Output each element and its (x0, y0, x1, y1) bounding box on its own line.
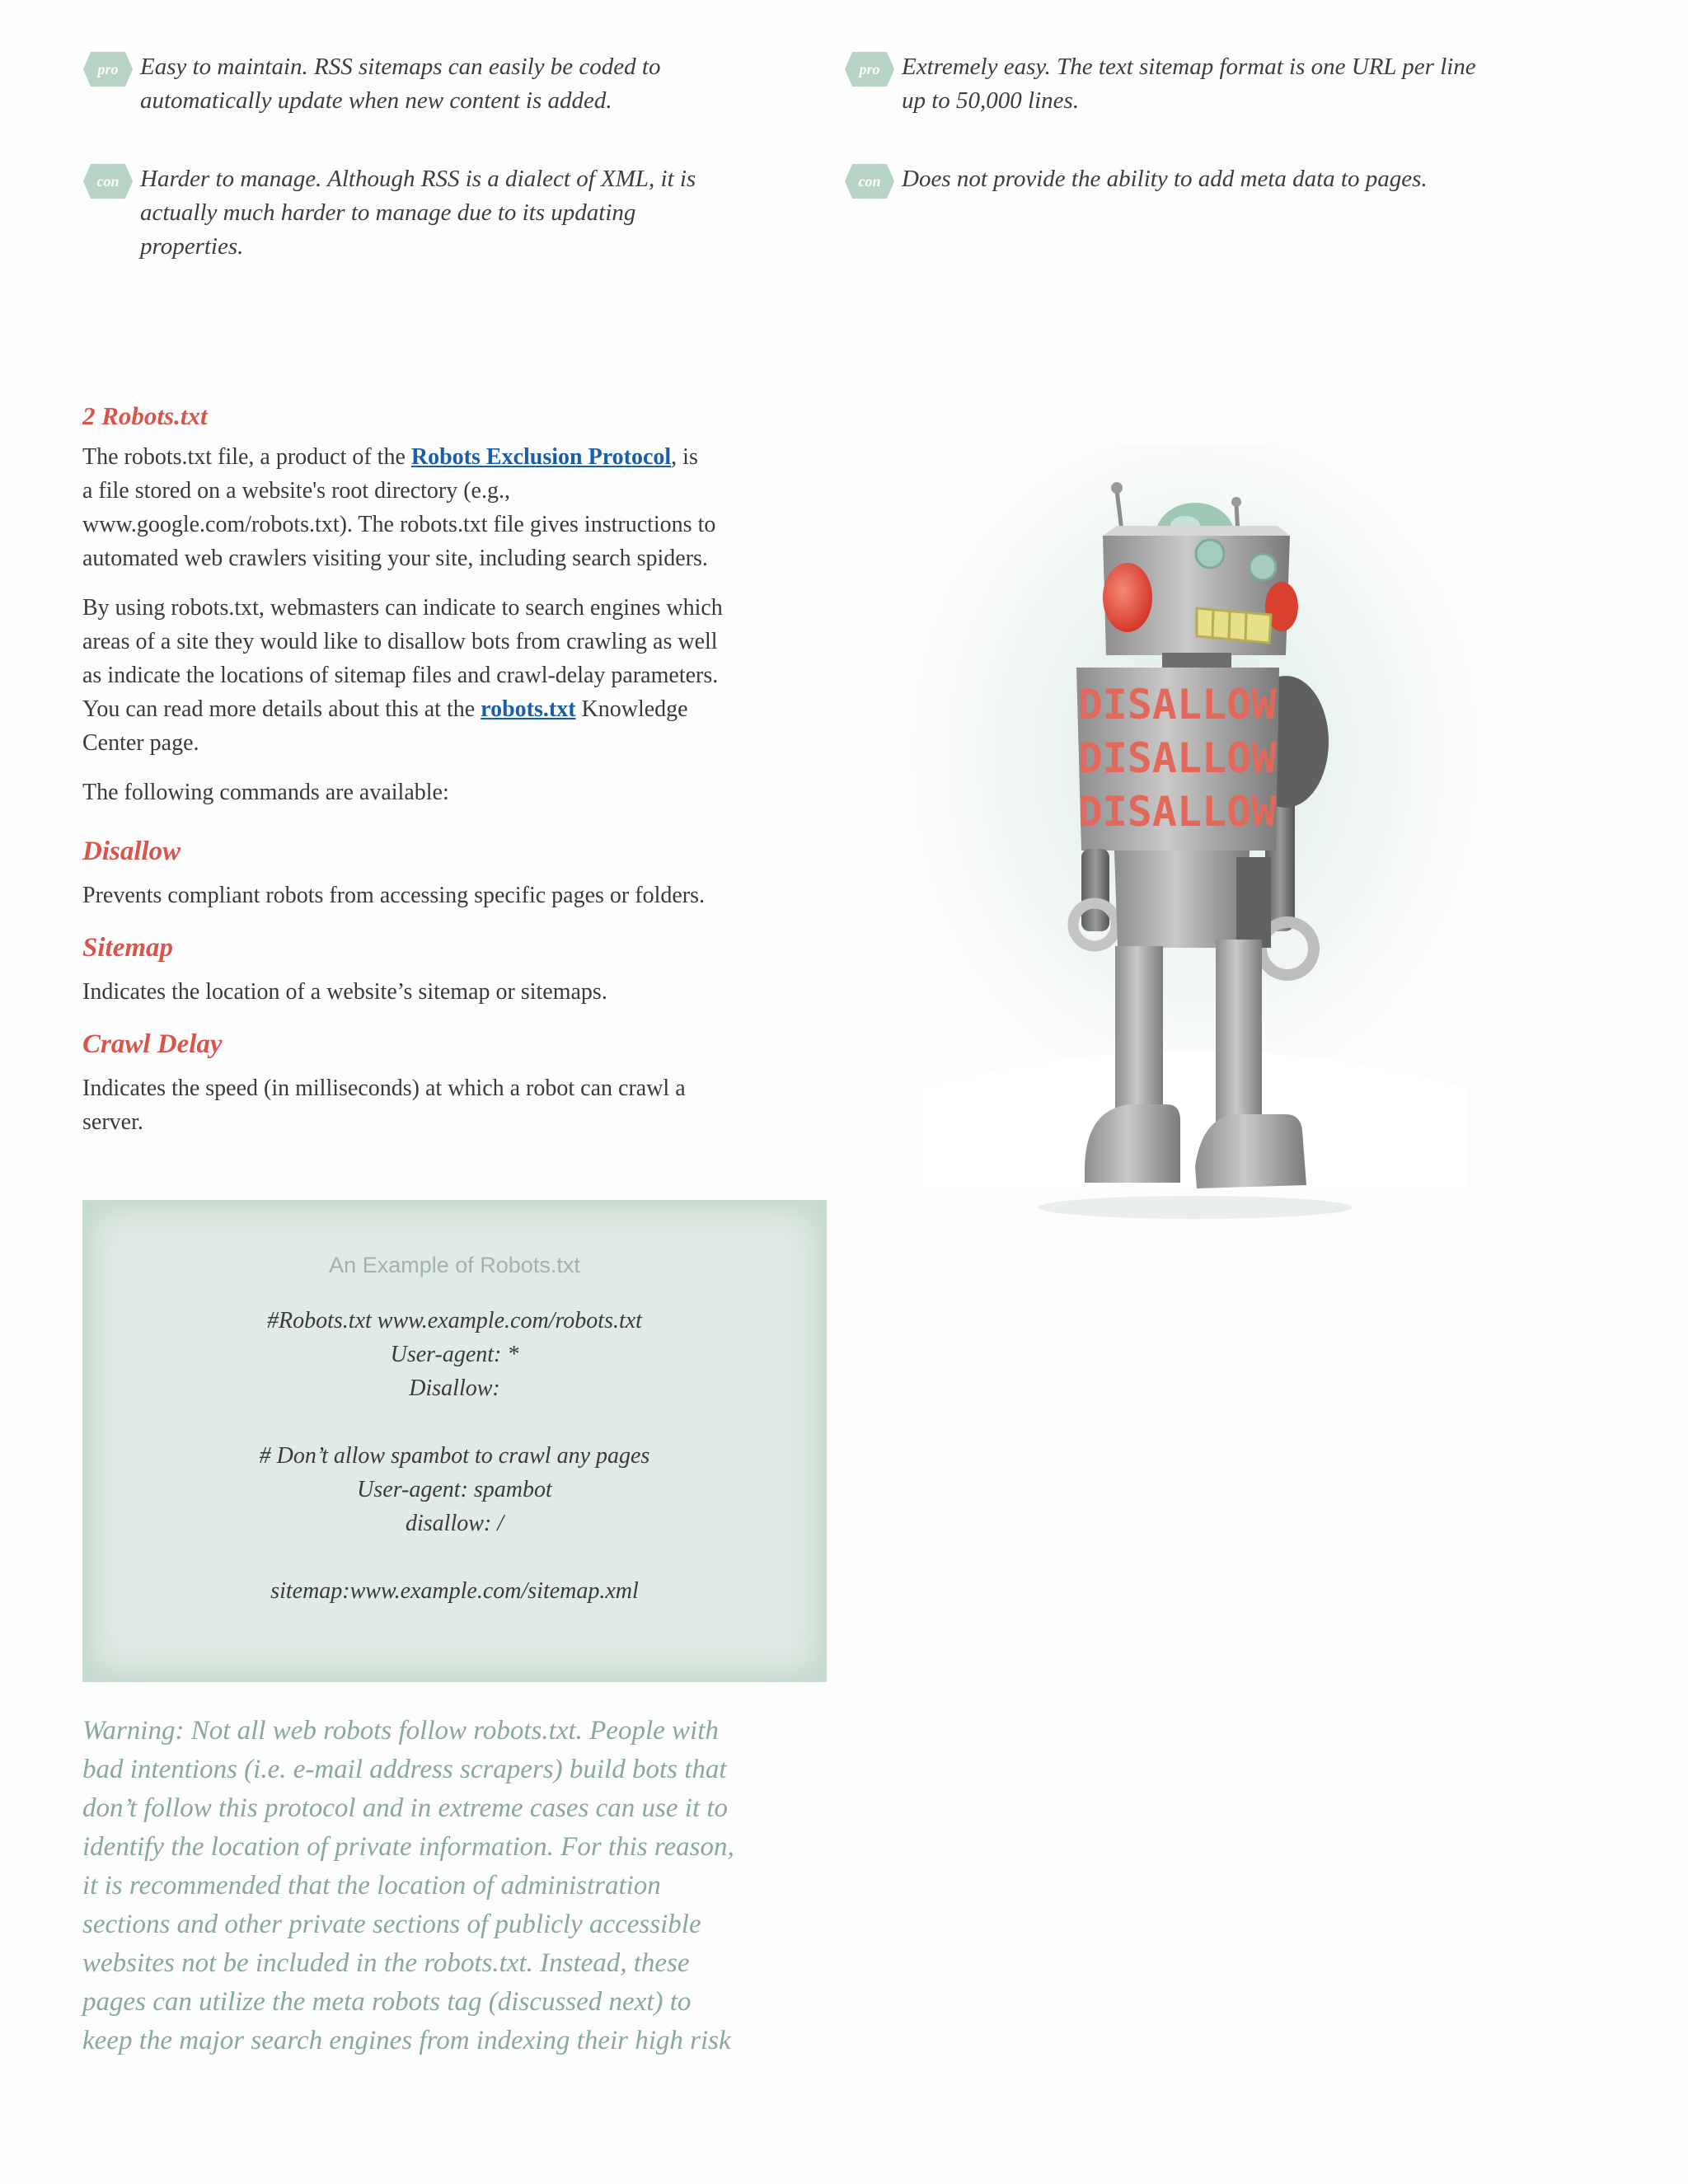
example-line: User-agent: spambot (357, 1477, 552, 1502)
command-desc-disallow: Prevents compliant robots from accessing specific pages or folders. (82, 883, 706, 908)
con-text: Harder to manage. Although RSS is a dialect of XML, it is actually much harder to manage due to its updating properties. (140, 166, 696, 260)
example-line: # Don’t allow spambot to crawl any pages (259, 1443, 650, 1469)
svg-text:con: con (858, 173, 881, 190)
paragraph-line: You can read more details about this at the robots.txt Knowledge (82, 696, 688, 722)
con-item-text (844, 162, 1619, 200)
robots-exclusion-protocol-link[interactable]: Robots Exclusion Protocol (410, 444, 672, 470)
command-title-sitemap: Sitemap (82, 933, 174, 963)
svg-text:DISALLOW: DISALLOW (1077, 788, 1277, 836)
svg-text:con: con (96, 173, 120, 190)
con-text: Does not provide the ability to add meta data to pages. (902, 166, 1428, 192)
paragraph-line: The robots.txt file, a product of the Robots Exclusion Protocol, is (82, 444, 698, 470)
pro-text: Extremely easy. The text sitemap format is one URL per line up to 50,000 lines. (902, 54, 1476, 114)
robot-illustration (890, 445, 1500, 1253)
paragraph-line: a file stored on a website's root directory (e.g., (82, 478, 510, 504)
example-title: An Example of Robots.txt (329, 1253, 580, 1277)
pro-text: Easy to maintain. RSS sitemaps can easily be coded to automatically update when new content is added. (140, 54, 661, 114)
robots-txt-link[interactable]: robots.txt (481, 696, 576, 722)
command-title-crawl-delay: Crawl Delay (82, 1029, 223, 1059)
example-line: disallow: / (405, 1511, 504, 1536)
paragraph-line: www.google.com/robots.txt). The robots.txt file gives instructions to (82, 512, 716, 537)
example-line (86, 1405, 823, 1439)
example-line: User-agent: * (390, 1342, 519, 1367)
chest-display (1078, 681, 1278, 836)
svg-text:pro: pro (97, 61, 119, 77)
example-code (86, 1304, 823, 1608)
paragraph-line: server. (82, 1109, 143, 1135)
svg-text:pro: pro (859, 61, 880, 77)
paragraph-line: as indicate the locations of sitemap files and crawl-delay parameters. (82, 663, 719, 688)
con-badge-icon (82, 162, 134, 200)
robots-example-box (82, 1200, 827, 1682)
paragraph-line: areas of a site they would like to disallow bots from crawling as well (82, 629, 718, 654)
example-line: #Robots.txt www.example.com/robots.txt (267, 1308, 642, 1333)
usage-paragraph (82, 591, 824, 760)
command-desc-crawl-delay (82, 1071, 824, 1139)
example-line: sitemap:www.example.com/sitemap.xml (270, 1578, 639, 1604)
svg-text:DISALLOW: DISALLOW (1077, 681, 1277, 729)
pro-badge-icon (82, 50, 134, 88)
example-line: Disallow: (409, 1376, 500, 1401)
intro-paragraph (82, 440, 824, 575)
pro-item-text (844, 50, 1619, 118)
paragraph-line: Center page. (82, 730, 199, 756)
paragraph-line: By using robots.txt, webmasters can indicate to search engines which (82, 595, 723, 621)
pro-item-rss (82, 50, 791, 118)
command-desc-sitemap: Indicates the location of a website’s sitemap or sitemaps. (82, 979, 607, 1005)
pro-badge-icon (844, 50, 895, 88)
con-item-rss (82, 162, 791, 264)
commands-intro: The following commands are available: (82, 780, 449, 805)
con-badge-icon (844, 162, 895, 200)
paragraph-line: Indicates the speed (in milliseconds) at which a robot can crawl a (82, 1076, 686, 1101)
command-title-disallow: Disallow (82, 837, 181, 866)
svg-text:DISALLOW: DISALLOW (1077, 734, 1277, 782)
robots-section (82, 400, 824, 1139)
section-heading: 2 Robots.txt (82, 401, 208, 430)
warning-note: Warning: Not all web robots follow robots.txt. People with bad intentions (i.e. e-mail address scrapers) build bots that don’t follow this protocol and in extreme cases can use it to identify the location of private information. For this reason, it is recommended that the location of administration sections and other private sections of publicly accessible websites not be included in the robots.txt. Instead, these pages can utilize the meta robots tag (discussed next) to keep the major search engines from indexing their high risk (82, 1716, 734, 2055)
paragraph-line: automated web crawlers visiting your site, including search spiders. (82, 546, 708, 571)
example-line (86, 1540, 823, 1574)
